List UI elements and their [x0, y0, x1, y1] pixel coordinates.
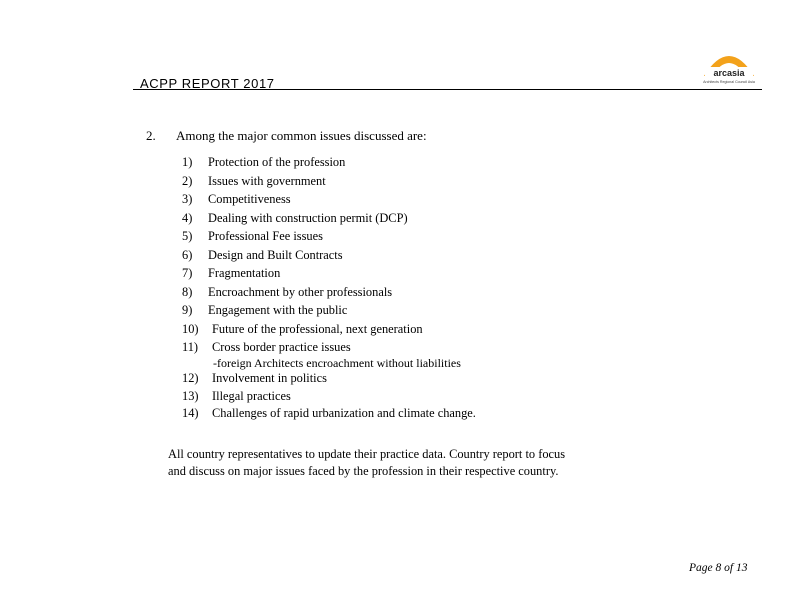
issue-number: 6): [182, 248, 193, 262]
issue-number: 4): [182, 211, 193, 225]
issue-text: Involvement in politics: [212, 371, 327, 385]
arcasia-logo: [696, 44, 762, 90]
summary-line: All country representatives to update their practice data. Country report to focus: [168, 447, 566, 461]
issue-number: 14): [182, 406, 199, 420]
issue-number: 9): [182, 303, 193, 317]
issue-text: Encroachment by other professionals: [208, 285, 393, 299]
issue-number: 7): [182, 266, 193, 280]
issue-number: 13): [182, 389, 199, 403]
issue-number: 11): [182, 340, 199, 354]
page-number: Page 8 of 13: [689, 562, 748, 574]
issue-number: 12): [182, 371, 199, 385]
summary-paragraph: [168, 446, 565, 480]
section-intro: Among the major common issues discussed are:: [176, 128, 427, 143]
issue-text: Issues with government: [208, 174, 326, 188]
issue-text: Illegal practices: [212, 389, 291, 403]
logo-wordmark: arcasia: [713, 68, 745, 78]
issue-number: 5): [182, 229, 193, 243]
issue-text: Engagement with the public: [208, 303, 348, 317]
issue-number: 10): [182, 322, 199, 336]
issue-subtext: -foreign Architects encroachment without liabilities: [213, 356, 461, 370]
issue-text: Professional Fee issues: [208, 229, 323, 243]
issue-text: Dealing with construction permit (DCP): [208, 211, 408, 225]
issue-number: 1): [182, 155, 193, 169]
issue-number: 2): [182, 174, 193, 188]
report-header-title: ACPP REPORT 2017: [140, 76, 275, 91]
issue-text: Competitiveness: [208, 192, 291, 206]
issue-text: Challenges of rapid urbanization and climate change.: [212, 406, 476, 420]
issue-text: Fragmentation: [208, 266, 281, 280]
issue-text: Future of the professional, next generation: [212, 322, 423, 336]
section-number: 2.: [146, 128, 156, 143]
issue-number: 3): [182, 192, 193, 206]
summary-line: and discuss on major issues faced by the profession in their respective country.: [168, 464, 559, 478]
issue-text: Cross border practice issues: [212, 340, 351, 354]
header-rule: [133, 89, 762, 90]
issue-number: 8): [182, 285, 193, 299]
issue-text: Design and Built Contracts: [208, 248, 343, 262]
logo-tagline: Architects Regional Council Asia: [703, 80, 755, 84]
issue-text: Protection of the profession: [208, 155, 346, 169]
